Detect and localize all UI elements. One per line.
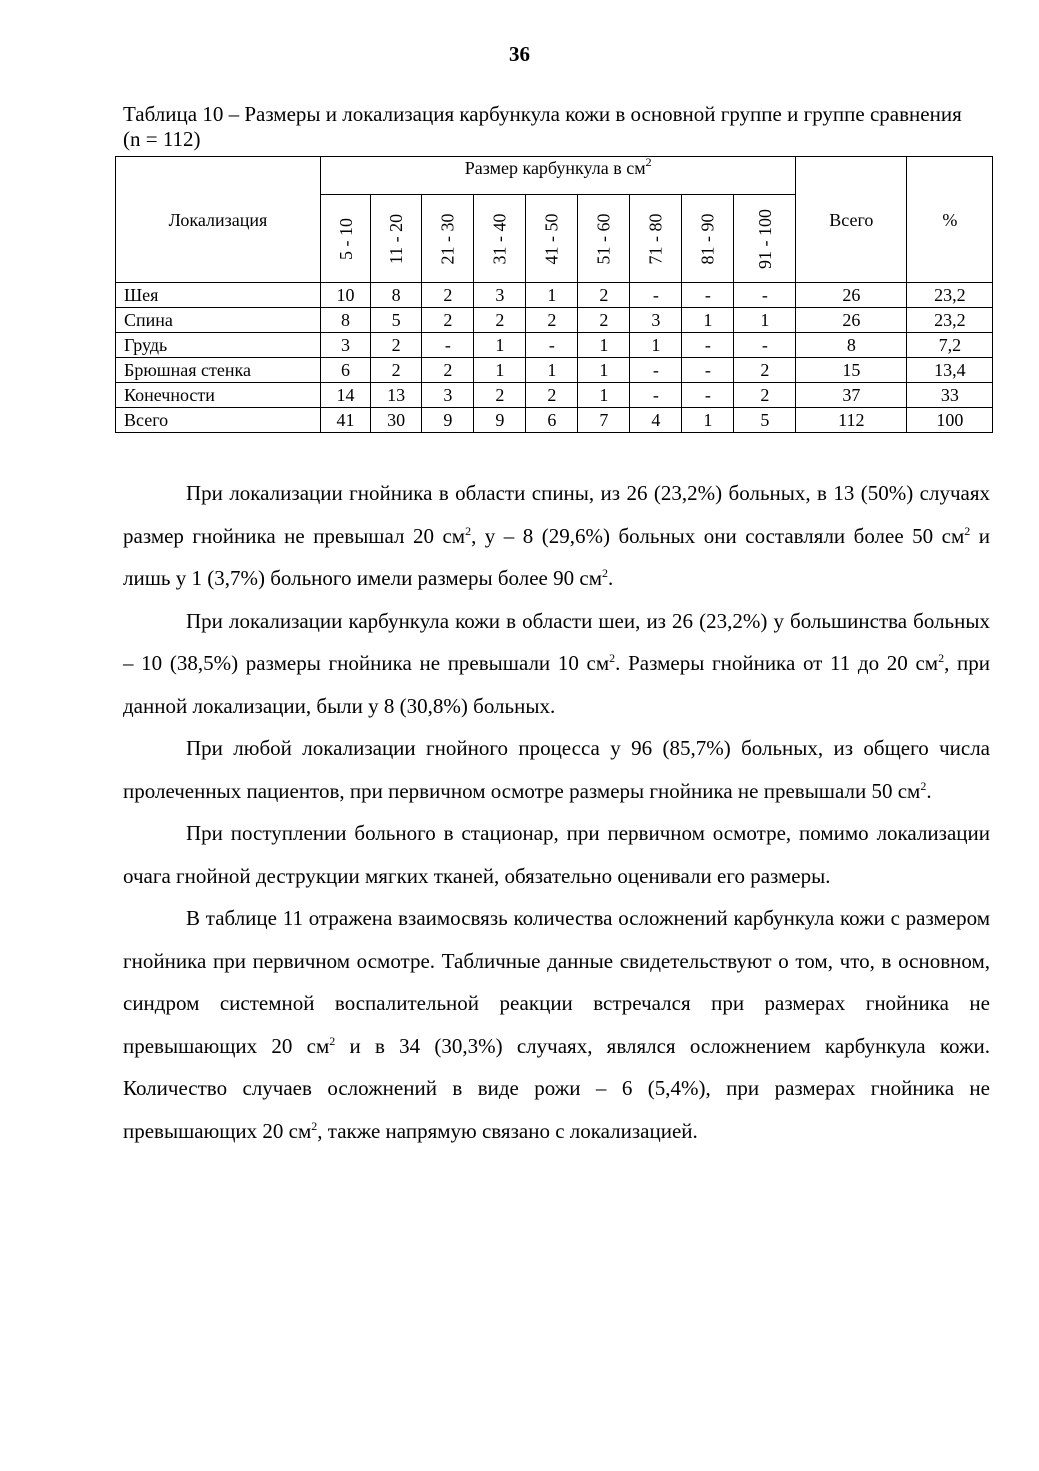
table-row bbox=[116, 283, 993, 308]
table-cell: - bbox=[734, 283, 796, 308]
size-range-header: 91 - 100 bbox=[734, 195, 796, 283]
table-cell: 41 bbox=[321, 408, 371, 433]
table-cell: - bbox=[630, 283, 682, 308]
table-cell: 2 bbox=[578, 283, 630, 308]
table-cell: - bbox=[526, 333, 578, 358]
table-cell: 4 bbox=[630, 408, 682, 433]
header-size: Размер карбункула в $см^2$ bbox=[321, 157, 796, 195]
table-cell: - bbox=[682, 333, 734, 358]
table-cell: 3 bbox=[422, 383, 474, 408]
row-total: 112 bbox=[796, 408, 907, 433]
table-row bbox=[116, 383, 993, 408]
header-localization: Локализация bbox=[116, 157, 321, 283]
size-range-header: 41 - 50 bbox=[526, 195, 578, 283]
row-percent: 33 bbox=[907, 383, 993, 408]
table-row bbox=[116, 408, 993, 433]
row-percent: 23,2 bbox=[907, 283, 993, 308]
size-range-header: 71 - 80 bbox=[630, 195, 682, 283]
header-total: Всего bbox=[796, 157, 907, 283]
table-cell: 2 bbox=[371, 358, 422, 383]
row-label: Шея bbox=[116, 283, 321, 308]
table-cell: 8 bbox=[321, 308, 371, 333]
table-cell: 1 bbox=[630, 333, 682, 358]
body-text bbox=[123, 472, 990, 1152]
table-cell: 1 bbox=[682, 308, 734, 333]
table-cell: 3 bbox=[474, 283, 526, 308]
table-row bbox=[116, 333, 993, 358]
table-cell: 2 bbox=[578, 308, 630, 333]
row-total: 8 bbox=[796, 333, 907, 358]
table-cell: 9 bbox=[474, 408, 526, 433]
table-cell: 2 bbox=[526, 308, 578, 333]
table-cell: 9 bbox=[422, 408, 474, 433]
table-cell: - bbox=[682, 358, 734, 383]
size-range-header: 31 - 40 bbox=[474, 195, 526, 283]
table-cell: 1 bbox=[474, 358, 526, 383]
table-cell: 1 bbox=[526, 358, 578, 383]
row-total: 37 bbox=[796, 383, 907, 408]
size-range-header: 11 - 20 bbox=[371, 195, 422, 283]
paragraph-5: В таблице 11 отражена взаимосвязь количества осложнений карбункула кожи с размером гнойника при первичном осмотре. Табличные данные свидетельствуют о том, что, в основном, синдром системной воспалительной реакции встречался при размерах гнойника не превышающих 20 $см^2$ и в 34 (30,3%) случаях, являлся осложнением карбункула кожи. Количество случаев осложнений в виде рожи – 6 (5,4%), при размерах гнойника не превышающих 20 $см^2$, также напрямую связано с локализацией. bbox=[123, 906, 990, 1143]
row-label: Спина bbox=[116, 308, 321, 333]
table-row bbox=[116, 308, 993, 333]
table-cell: 1 bbox=[578, 358, 630, 383]
table-cell: 10 bbox=[321, 283, 371, 308]
row-total: 26 bbox=[796, 308, 907, 333]
paragraph-1: При локализации гнойника в области спины, из 26 (23,2%) больных, в 13 (50%) случаях размер гнойника не превышал 20 $см^2$, у – 8 (29,6%) больных они составляли более 50 $см^2$ и лишь у 1 (3,7%) больного имели размеры более 90 $см^2$. bbox=[123, 481, 991, 590]
table-row bbox=[116, 358, 993, 383]
table-cell: 6 bbox=[526, 408, 578, 433]
table-cell: 5 bbox=[371, 308, 422, 333]
table-cell: 30 bbox=[371, 408, 422, 433]
table-cell: 2 bbox=[526, 383, 578, 408]
paragraph-2: При локализации карбункула кожи в области шеи, из 26 (23,2%) у большинства больных – 10 (38,5%) размеры гнойника не превышали 10 $см^2$. Размеры гнойника от 11 до 20 $см^2$, при данной локализации, были у 8 (30,8%) больных. bbox=[123, 608, 991, 718]
row-label: Всего bbox=[116, 408, 321, 433]
table-cell: 14 bbox=[321, 383, 371, 408]
table-cell: 1 bbox=[474, 333, 526, 358]
table-cell: 1 bbox=[578, 333, 630, 358]
row-label: Брюшная стенка bbox=[116, 358, 321, 383]
table-cell: - bbox=[422, 333, 474, 358]
table-cell: 2 bbox=[422, 308, 474, 333]
table-cell: 3 bbox=[630, 308, 682, 333]
table-cell: 1 bbox=[578, 383, 630, 408]
table-cell: 1 bbox=[526, 283, 578, 308]
table-cell: 1 bbox=[682, 408, 734, 433]
row-label: Грудь bbox=[116, 333, 321, 358]
row-percent: 13,4 bbox=[907, 358, 993, 383]
table-cell: - bbox=[630, 383, 682, 408]
row-total: 15 bbox=[796, 358, 907, 383]
row-total: 26 bbox=[796, 283, 907, 308]
row-percent: 7,2 bbox=[907, 333, 993, 358]
table-cell: 2 bbox=[474, 383, 526, 408]
table-cell: 5 bbox=[734, 408, 796, 433]
table-cell: 2 bbox=[474, 308, 526, 333]
table-cell: 8 bbox=[371, 283, 422, 308]
table-cell: 3 bbox=[321, 333, 371, 358]
size-range-header: 5 - 10 bbox=[321, 195, 371, 283]
carbuncle-size-table bbox=[115, 156, 993, 433]
row-label: Конечности bbox=[116, 383, 321, 408]
row-percent: 100 bbox=[907, 408, 993, 433]
table-cell: 2 bbox=[422, 358, 474, 383]
table-cell: - bbox=[682, 383, 734, 408]
size-range-header: 51 - 60 bbox=[578, 195, 630, 283]
size-range-header: 81 - 90 bbox=[682, 195, 734, 283]
table-cell: 13 bbox=[371, 383, 422, 408]
table-cell: 2 bbox=[734, 383, 796, 408]
table-cell: 2 bbox=[371, 333, 422, 358]
table-cell: - bbox=[734, 333, 796, 358]
page-number: 36 bbox=[509, 42, 530, 66]
size-range-header: 21 - 30 bbox=[422, 195, 474, 283]
table-cell: - bbox=[630, 358, 682, 383]
paragraph-4: При поступлении больного в стационар, при первичном осмотре, помимо локализации очага гнойной деструкции мягких тканей, обязательно оценивали его размеры. bbox=[123, 821, 990, 888]
table-cell: 6 bbox=[321, 358, 371, 383]
row-percent: 23,2 bbox=[907, 308, 993, 333]
table-cell: - bbox=[682, 283, 734, 308]
table-cell: 2 bbox=[422, 283, 474, 308]
table-caption: Таблица 10 – Размеры и локализация карбункула кожи в основной группе и группе сравнения (n = 112) bbox=[123, 102, 962, 151]
table-cell: 7 bbox=[578, 408, 630, 433]
table-cell: 1 bbox=[734, 308, 796, 333]
table-cell: 2 bbox=[734, 358, 796, 383]
paragraph-3: При любой локализации гнойного процесса у 96 (85,7%) больных, из общего числа пролеченных пациентов, при первичном осмотре размеры гнойника не превышали 50 $см^2$. bbox=[123, 736, 990, 803]
header-percent: % bbox=[907, 157, 993, 283]
